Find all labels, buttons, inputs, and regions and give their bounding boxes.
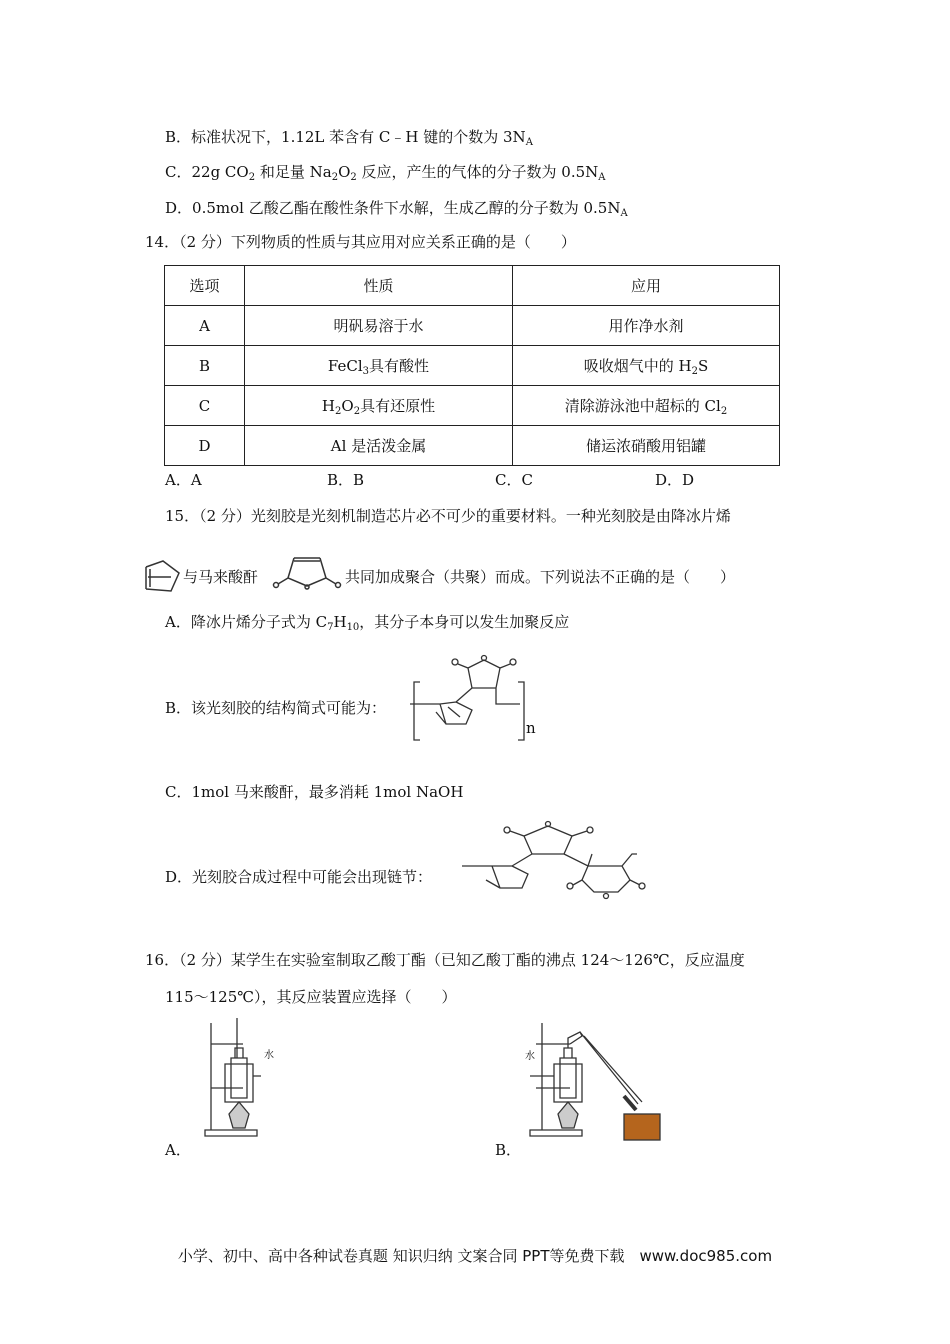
photoresist-polymer-structure — [410, 652, 530, 742]
q15-option-c: C．1mol 马来酸酐，最多消耗 1mol NaOH — [165, 783, 464, 801]
q16-stem-cont: 115～125℃），其反应装置应选择（ ） — [165, 988, 457, 1006]
property-cell: 明矾易溶于水 — [245, 306, 513, 346]
property-cell: $H_2O_2$具有还原性 — [245, 386, 513, 426]
q13-option-d: D．0.5mol 乙酸乙酯在酸性条件下水解，生成乙醇的分子数为 $0.5N_A$ — [165, 199, 628, 219]
option-cell: D — [165, 426, 245, 466]
q14-table — [164, 265, 780, 466]
application-cell: 储运浓硝酸用铝罐 — [513, 426, 780, 466]
q15-stem-part3: 共同加成聚合（共聚）而成。下列说法不正确的是（ ） — [345, 568, 736, 586]
header-cell: 性质 — [245, 266, 513, 306]
application-cell: 清除游泳池中超标的 $Cl_2$ — [513, 386, 780, 426]
q15-option-a: A．降冰片烯分子式为 $C_7H_{10}$，其分子本身可以发生加聚反应 — [165, 613, 570, 633]
water-label-b: 水 — [525, 1051, 535, 1062]
water-label-a: 水 — [264, 1050, 274, 1061]
property-cell: FeCl$_3$具有酸性 — [245, 346, 513, 386]
q16-option-a: A． — [165, 1141, 191, 1159]
polymer-subscript-n: n — [526, 719, 536, 737]
table-row — [165, 346, 780, 386]
table-row — [165, 306, 780, 346]
q15-option-b: B．该光刻胶的结构简式可能为： — [165, 699, 387, 717]
application-cell: 用作净水剂 — [513, 306, 780, 346]
property-cell: Al 是活泼金属 — [245, 426, 513, 466]
chain-segment-structure — [462, 818, 652, 913]
q13-option-b: B．标准状况下，1.12L 苯含有 C﹣H 键的个数为 $3N_A$ — [165, 128, 533, 148]
q14-stem: 14．（2 分）下列物质的性质与其应用对应关系正确的是（ ） — [145, 233, 576, 251]
q14-answer-c: C．C — [495, 471, 533, 489]
application-cell: 吸收烟气中的 $H_2S$ — [513, 346, 780, 386]
maleic-anhydride-structure — [270, 550, 345, 590]
q15-stem: 15．（2 分）光刻胶是光刻机制造芯片必不可少的重要材料。一种光刻胶是由降冰片烯 — [165, 507, 731, 525]
q15-option-d: D．光刻胶合成过程中可能会出现链节： — [165, 868, 433, 886]
option-cell: C — [165, 386, 245, 426]
q16-option-b: B． — [495, 1141, 522, 1159]
header-cell: 选项 — [165, 266, 245, 306]
q14-answer-d: D．D — [655, 471, 695, 489]
norbornene-structure — [143, 555, 183, 595]
q14-answer-b: B．B — [327, 471, 365, 489]
option-cell: A — [165, 306, 245, 346]
table-row — [165, 426, 780, 466]
q13-option-c: C．22g $CO_2$ 和足量 $Na_2O_2$ 反应，产生的气体的分子数为 $0.5N_A$ — [165, 163, 606, 183]
apparatus-a-water-bath — [195, 1018, 285, 1143]
table-header-row — [165, 266, 780, 306]
q16-stem: 16．（2 分）某学生在实验室制取乙酸丁酯（已知乙酸丁酯的沸点 124～126℃，反应温度 — [145, 951, 745, 969]
page-footer: 小学、初中、高中各种试卷真题 知识归纳 文案合同 PPT等免费下载 www.doc985.com — [177, 1247, 773, 1265]
q14-answer-a: A．A — [165, 471, 202, 489]
apparatus-b-reflux — [520, 1018, 670, 1143]
option-cell: B — [165, 346, 245, 386]
q15-stem-part2: 与马来酸酐 — [183, 568, 259, 586]
header-cell: 应用 — [513, 266, 780, 306]
table-row — [165, 386, 780, 426]
